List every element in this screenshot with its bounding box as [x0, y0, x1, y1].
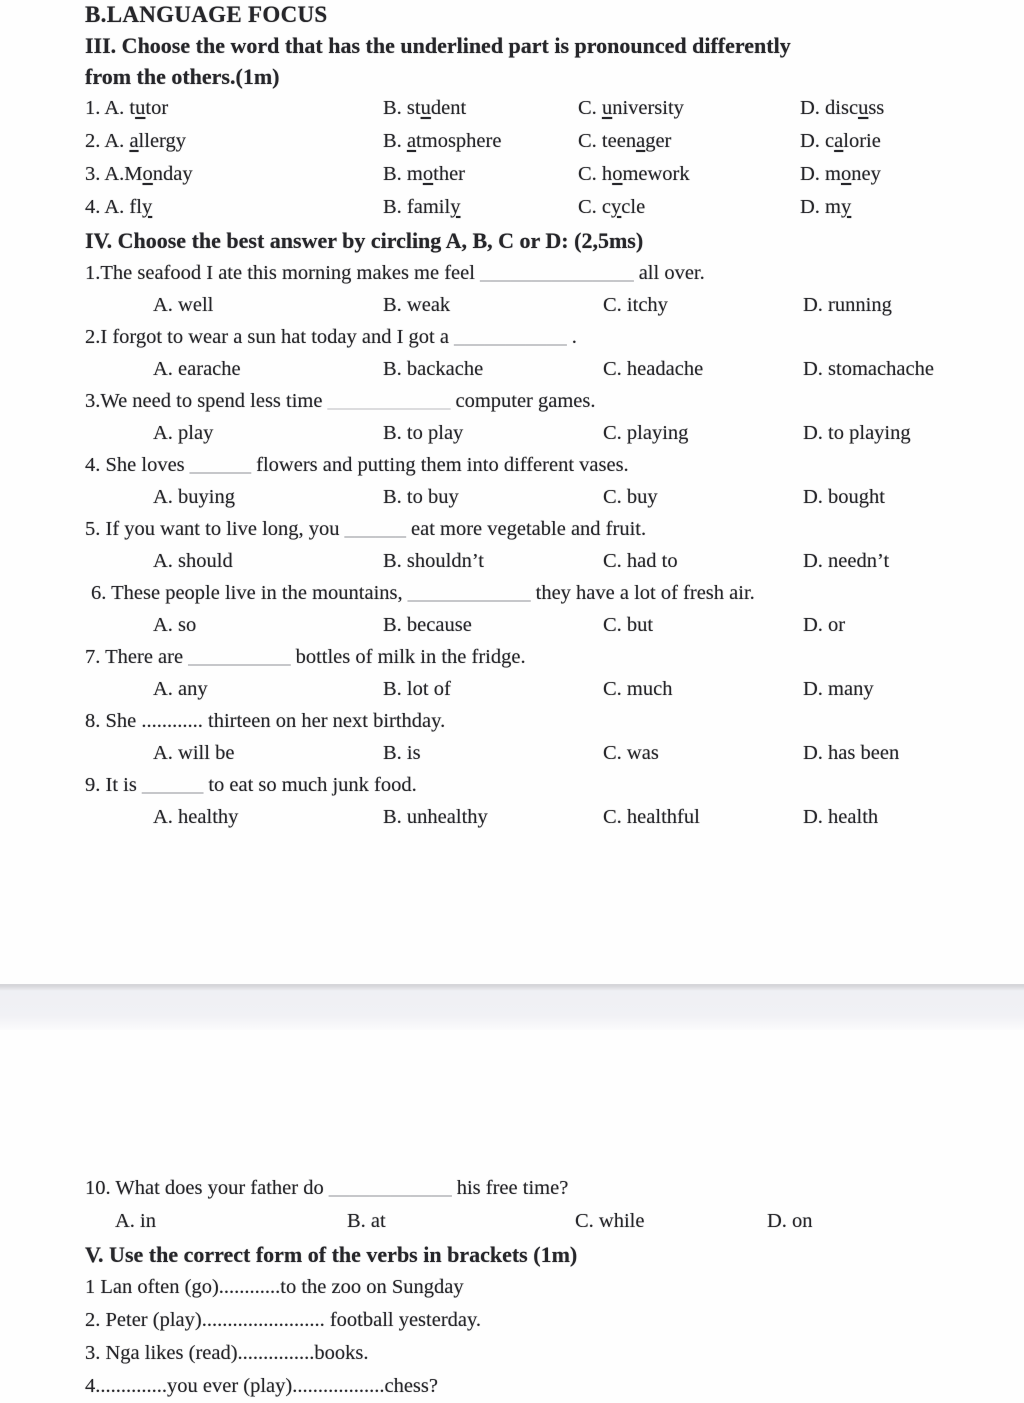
option: C. while: [575, 1210, 645, 1232]
options-row: [153, 609, 998, 641]
options-row: [153, 545, 998, 577]
question-line: 1.The seafood I ate this morning makes me feel _______________ all over.: [85, 262, 705, 284]
option: C. healthful: [603, 806, 700, 828]
option: A. earache: [153, 358, 241, 380]
options-row: [153, 417, 998, 449]
option: C. playing: [603, 422, 689, 444]
pronunciation-row: [85, 191, 998, 224]
verb-exercise-line: 4..............you ever (play)..................chess?: [85, 1375, 438, 1397]
answer-blank: ______: [141, 774, 204, 796]
option: B. at: [347, 1210, 386, 1232]
pronunciation-option: C. teenager: [578, 130, 672, 152]
option: C. was: [603, 742, 659, 764]
option: C. much: [603, 678, 673, 700]
pronunciation-row: [85, 158, 998, 191]
option: B. to buy: [383, 486, 459, 508]
question-line: 8. She ............ thirteen on her next birthday.: [85, 710, 446, 732]
question-line: 3.We need to spend less time ____________ computer games.: [85, 390, 596, 412]
option: C. had to: [603, 550, 678, 572]
options-row: [153, 737, 998, 769]
pronunciation-option: 4. A. fly: [85, 196, 153, 218]
option: A. any: [153, 678, 208, 700]
option: C. buy: [603, 486, 658, 508]
pronunciation-row: [85, 125, 998, 158]
option: D. running: [803, 294, 892, 316]
option: A. play: [153, 422, 214, 444]
option: B. to play: [383, 422, 464, 444]
options-row: [153, 673, 998, 705]
verb-exercise-line: 2. Peter (play)........................ football yesterday.: [85, 1309, 482, 1331]
answer-blank: ______: [189, 454, 252, 476]
section-iv-heading: IV. Choose the best answer by circling A, B, C or D: (2,5ms): [85, 228, 644, 253]
question-line: 5. If you want to live long, you ______ eat more vegetable and fruit.: [85, 518, 647, 540]
pronunciation-option: 1. A. tutor: [85, 97, 169, 119]
option: A. will be: [153, 742, 235, 764]
option: A. should: [153, 550, 233, 572]
pronunciation-option: C. homework: [578, 163, 690, 185]
options-row: [153, 353, 998, 385]
answer-blank: __________: [188, 646, 291, 668]
question-line: 10. What does your father do ____________ his free time?: [85, 1177, 569, 1199]
question-line: 4. She loves ______ flowers and putting them into different vases.: [85, 454, 629, 476]
question-line: 7. There are __________ bottles of milk in the fridge.: [85, 646, 526, 668]
pronunciation-option: 2. A. allergy: [85, 130, 186, 152]
option: D. health: [803, 806, 879, 828]
verb-exercise-line: 3. Nga likes (read)...............books.: [85, 1342, 369, 1364]
pronunciation-option: D. my: [800, 196, 852, 218]
question-line: 6. These people live in the mountains, ____________ they have a lot of fresh air.: [91, 582, 755, 604]
page-separator-band: [0, 984, 1024, 1030]
question-line: 9. It is ______ to eat so much junk food.: [85, 774, 417, 796]
pronunciation-option: B. mother: [383, 163, 465, 185]
section-iii-heading-line1: III. Choose the word that has the underlined part is pronounced differently: [85, 33, 791, 58]
options-row: [153, 801, 998, 833]
answer-blank: _______________: [479, 262, 634, 284]
option: C. itchy: [603, 294, 668, 316]
option: A. so: [153, 614, 197, 636]
pronunciation-option: D. money: [800, 163, 881, 185]
option: B. shouldn’t: [383, 550, 484, 572]
page-title: B.LANGUAGE FOCUS: [85, 2, 328, 27]
option: D. or: [803, 614, 846, 636]
question-line: 2.I forgot to wear a sun hat today and I got a ___________ .: [85, 326, 577, 348]
option: A. in: [115, 1210, 156, 1232]
pronunciation-option: D. discuss: [800, 97, 885, 119]
pronunciation-option: C. cycle: [578, 196, 646, 218]
option: C. but: [603, 614, 654, 636]
option: D. needn’t: [803, 550, 890, 572]
option: B. unhealthy: [383, 806, 488, 828]
pronunciation-option: B. atmosphere: [383, 130, 502, 152]
section-v-heading: V. Use the correct form of the verbs in brackets (1m): [85, 1242, 578, 1267]
pronunciation-row: [85, 92, 998, 125]
option: B. lot of: [383, 678, 451, 700]
section-iii-heading: [85, 30, 998, 92]
options-row: [153, 289, 998, 321]
answer-blank: ____________: [327, 390, 451, 412]
section-iii-heading-line2: from the others.(1m): [85, 64, 280, 89]
option: D. stomachache: [803, 358, 934, 380]
options-row: [153, 481, 998, 513]
option: D. has been: [803, 742, 900, 764]
answer-blank: ___________: [453, 326, 567, 348]
pronunciation-option: B. student: [383, 97, 467, 119]
option: B. is: [383, 742, 421, 764]
pronunciation-option: C. university: [578, 97, 684, 119]
answer-blank: ______: [344, 518, 407, 540]
option: D. bought: [803, 486, 885, 508]
test-paper-bottom-section: [85, 1172, 998, 1403]
pronunciation-option: D. calorie: [800, 130, 881, 152]
answer-blank: ____________: [407, 582, 531, 604]
option: A. well: [153, 294, 214, 316]
pronunciation-option: 3. A.Monday: [85, 163, 193, 185]
option: B. because: [383, 614, 472, 636]
option: D. many: [803, 678, 874, 700]
option: C. headache: [603, 358, 704, 380]
option: B. backache: [383, 358, 484, 380]
pronunciation-option: B. family: [383, 196, 461, 218]
option: A. buying: [153, 486, 235, 508]
option: A. healthy: [153, 806, 239, 828]
verb-exercise-line: 1 Lan often (go)............to the zoo on Sungday: [85, 1276, 464, 1298]
answer-blank: ____________: [328, 1177, 452, 1199]
option: B. weak: [383, 294, 451, 316]
option: D. on: [767, 1210, 813, 1232]
option: D. to playing: [803, 422, 911, 444]
options-row: [115, 1205, 998, 1238]
test-paper-top-section: [85, 0, 998, 833]
